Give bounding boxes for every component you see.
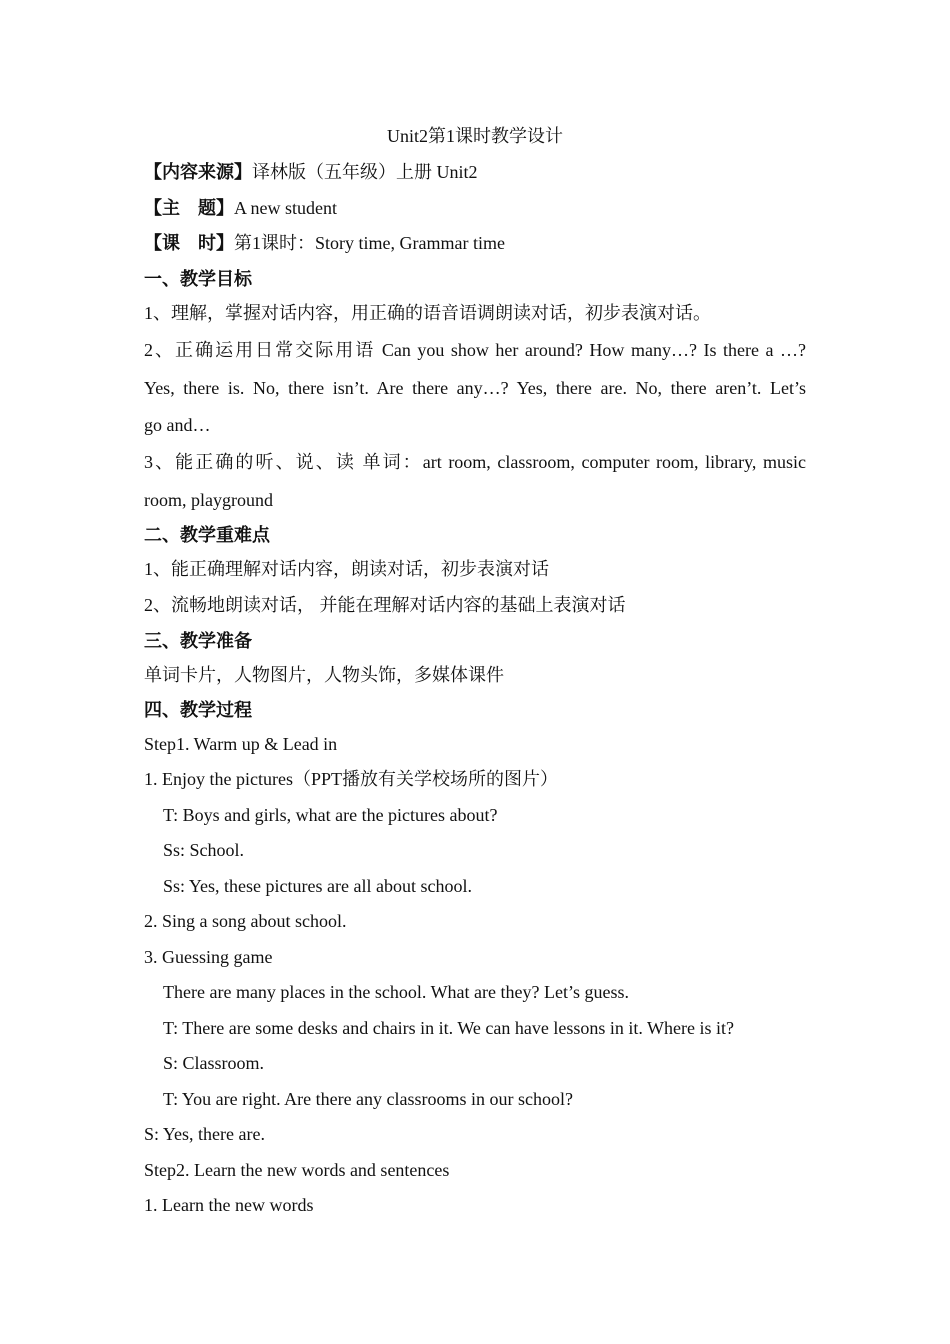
process-line: 1. Learn the new words <box>144 1195 314 1215</box>
meta-topic <box>144 196 337 220</box>
process-line: There are many places in the school. What are they? Let’s guess. <box>163 982 629 1002</box>
process-line: S: Classroom. <box>163 1053 265 1073</box>
key-point-line: 2、流畅地朗读对话， 并能在理解对话内容的基础上表演对话 <box>144 595 626 615</box>
process-line: T: You are right. Are there any classrooms in our school? <box>163 1089 574 1109</box>
section-heading-process: 四、教学过程 <box>144 700 252 720</box>
page-title: Unit2第1课时教学设计 <box>386 126 563 146</box>
process-line: T: There are some desks and chairs in it. We can have lessons in it. Where is it? <box>163 1018 734 1038</box>
process-line: Step1. Warm up & Lead in <box>144 734 338 754</box>
meta-source-value: 译林版（五年级）上册 Unit2 <box>252 162 478 182</box>
meta-source <box>144 160 478 184</box>
meta-topic-value: A new student <box>234 198 337 218</box>
process-line: Ss: School. <box>163 840 245 860</box>
meta-period-value: 第1课时：Story time, Grammar time <box>234 233 505 253</box>
goal-line: go and… <box>144 415 211 435</box>
process-line: 3. Guessing game <box>144 947 273 967</box>
goal-line: 1、理解，掌握对话内容，用正确的语音语调朗读对话，初步表演对话。 <box>144 303 711 323</box>
process-line: Step2. Learn the new words and sentences <box>144 1160 450 1180</box>
process-line: 2. Sing a song about school. <box>144 911 347 931</box>
key-point-line: 1、能正确理解对话内容，朗读对话，初步表演对话 <box>144 559 549 579</box>
section-heading-key-points: 二、教学重难点 <box>144 525 270 545</box>
preparation-line: 单词卡片，人物图片，人物头饰，多媒体课件 <box>144 665 504 685</box>
process-line: 1. Enjoy the pictures（PPT播放有关学校场所的图片） <box>144 769 558 789</box>
meta-source-label: 【内容来源】 <box>144 162 252 182</box>
section-heading-preparation: 三、教学准备 <box>144 631 252 651</box>
meta-period-label: 【课 时】 <box>144 233 234 253</box>
meta-topic-label: 【主 题】 <box>144 198 234 218</box>
goal-line: Yes, there is. No, there isn’t. Are there any…? Yes, there are. No, there aren’t. Let’s <box>144 378 806 398</box>
process-line: T: Boys and girls, what are the pictures about? <box>163 805 498 825</box>
goal-line: 3、能正确的听、说、读 单词：art room, classroom, computer room, library, music <box>144 452 806 472</box>
goal-line: 2、正确运用日常交际用语 Can you show her around? How many…? Is there a …? <box>144 340 806 360</box>
goal-line: room, playground <box>144 490 273 510</box>
process-line: S: Yes, there are. <box>144 1124 265 1144</box>
section-heading-goals: 一、教学目标 <box>144 269 252 289</box>
process-line: Ss: Yes, these pictures are all about school. <box>163 876 472 896</box>
meta-period <box>144 231 505 255</box>
